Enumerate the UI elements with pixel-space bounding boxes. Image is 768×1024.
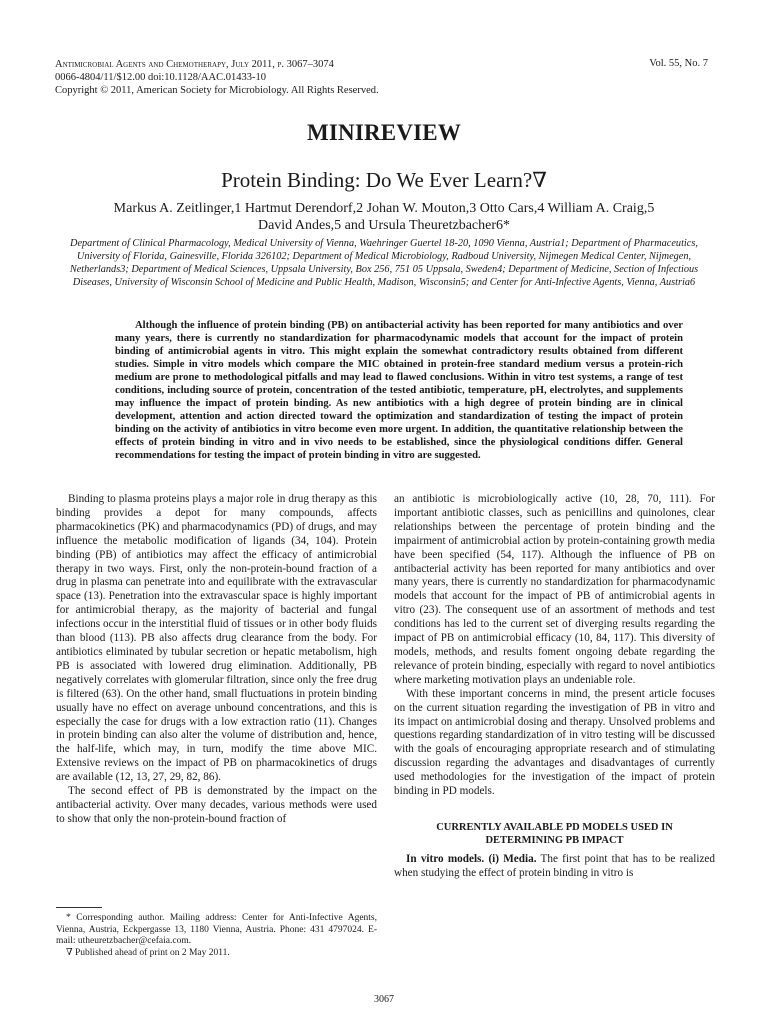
section-heading-line: CURRENTLY AVAILABLE PD MODELS USED IN (436, 821, 673, 833)
body-paragraph: With these important concerns in mind, the present article focuses on the current situation regarding the investigation of PB in vitro and its impact on antimicrobial dosing and therapy. Unsolved problems and questions regarding standardization of in vitro testing will be discussed with the goals of encouraging appropriate research and of stimulating discussion regarding the advantages and disadvantages of currently used methodologies for the investigation of the impact of protein binding in PD models. (394, 687, 715, 798)
running-header (55, 58, 379, 97)
author-list (60, 200, 708, 234)
body-paragraph: The second effect of PB is demonstrated by the impact on the antibacterial activity. Over many decades, various methods were used to show that only the non-protein-bound fraction of (56, 785, 377, 825)
section-label: MINIREVIEW (306, 120, 462, 145)
author-line-2: David Andes,5 and Ursula Theuretzbacher6* (257, 218, 511, 233)
volume-issue: Vol. 55, No. 7 (649, 58, 708, 69)
right-column (394, 493, 715, 881)
page-number: 3067 (374, 994, 394, 1005)
doi-line: 0066-4804/11/$12.00 doi:10.1128/AAC.01433-10 (55, 72, 266, 83)
corresponding-author-note: * Corresponding author. Mailing address: Center for Anti-Infective Agents, Vienna, Austria, Eckpergasse 13, 1180 Vienna, Austria. Phone: 431 4797024. E-mail: utheuretzbacher@cefaia.com. (56, 913, 377, 946)
footnotes (56, 913, 377, 959)
body-text: The first point that has to be realized when studying the effect of protein binding in vitro is (394, 852, 715, 879)
affiliations: Department of Clinical Pharmacology, Medical University of Vienna, Waehringer Guertel 18-20, 1090 Vienna, Austria1; Department of Pharmaceutics, University of Florida, Gainesville, Florida 326102; Department of Medical Microbiology, Radboud University, Nijmegen Medical Center, Nijmegen, Netherlands3; Department of Medical Sciences, Uppsala University, Box 256, 751 05 Uppsala, Sweden4; Department of Medicine, Section of Infectious Diseases, University of Wisconsin School of Medicine and Public Health, Madison, Wisconsin5; and Center for Anti-Infective Agents, Vienna, Austria6 (69, 238, 699, 288)
abstract: Although the influence of protein binding (PB) on antibacterial activity has been reported for many antibiotics and over many years, there is currently no standardization for pharmacodynamic models that account for the impact of protein binding of antimicrobial agents in vitro. This might explain the somewhat contradictory results obtained from different studies. Simple in vitro models which compare the MIC obtained in protein-free standard medium versus a protein-rich medium are prone to methodological pitfalls and may lead to flawed conclusions. Within in vitro test systems, a range of test conditions, including source of protein, concentration of the tested antibiotic, temperature, pH, electrolytes, and supplements may influence the impact of protein binding. As new antibiotics with a high degree of protein binding are in clinical development, attention and action directed toward the optimization and standardization of testing the impact of protein binding on the activity of antibiotics in vitro become even more urgent. In addition, the quantitative relationship between the effects of protein binding in vitro and in vivo needs to be established, since the physiological conditions differ. General recommendations for testing the impact of protein binding in vitro are suggested. (115, 320, 683, 461)
footnote-divider (56, 907, 102, 908)
section-heading (394, 821, 715, 847)
article-title: Protein Binding: Do We Ever Learn?∇ (221, 168, 547, 192)
body-paragraph: Binding to plasma proteins plays a major role in drug therapy as this binding provides a depot for many compounds, affects pharmacokinetics (PK) and pharmacodynamics (PD) of drugs, and may influence the metabolic modification of ligands (34, 104). Protein binding (PB) of antibiotics may affect the efficacy of antimicrobial therapy in two ways. First, only the non-protein-bound fraction of a drug in plasma can penetrate into and equilibrate with the extravascular space (13). Penetration into the extravascular space is highly important for antimicrobial therapy, as the majority of bacterial and fungal infections occur in the interstitial fluid of tissues or in other body fluids than blood (113). PB also affects drug clearance from the body. For antibiotics eliminated by tubular secretion or hepatic metabolism, high PB is associated with lowered drug elimination. Additionally, PB negatively correlates with glomerular filtration, since only the free drug is filtered (63). On the other hand, small fluctuations in protein binding usually have no effect on average unbound concentrations, and this is especially the case for drugs with a low extraction ratio (11). Changes in protein binding can also alter the volume of distribution and, hence, the half-life, which may, in turn, modify the time above MIC. Extensive reviews on the impact of PB on pharmacokinetics of drugs are available (12, 13, 27, 29, 82, 86). (56, 493, 377, 784)
section-heading-line: DETERMINING PB IMPACT (485, 834, 624, 846)
journal-citation: Antimicrobial Agents and Chemotherapy, July 2011, p. 3067–3074 (55, 59, 334, 70)
body-paragraph: an antibiotic is microbiologically active (10, 28, 70, 111). For important antibiotic classes, such as penicillins and quinolones, clear relationships between the percentage of protein binding and the impairment of antimicrobial action by protein-containing growth media have been specified (54, 117). Although the influence of PB on antibacterial activity has been reported for many antibiotics and over many years, there is currently no standardization for pharmacodynamic models that account for the impact of PB of antimicrobial agents in vitro (23). The consequent use of an assortment of methods and test conditions has led to the current set of diverging results regarding the impact of PB on antimicrobial efficacy (10, 84, 117). This diversity of models, methods, and results foment ongoing debate regarding the relevance of protein binding, especially with regard to novel antibiotics where marketing motivation plays an undeniable role. (394, 493, 715, 686)
subsection-lead: In vitro models. (i) Media. (406, 852, 537, 865)
author-line-1: Markus A. Zeitlinger,1 Hartmut Derendorf,2 Johan W. Mouton,3 Otto Cars,4 William A. Craig,5 (113, 201, 655, 216)
left-column (56, 493, 377, 827)
copyright-line: Copyright © 2011, American Society for Microbiology. All Rights Reserved. (55, 85, 379, 96)
publication-note: ∇ Published ahead of print on 2 May 2011. (66, 947, 230, 958)
body-paragraph (394, 853, 715, 881)
